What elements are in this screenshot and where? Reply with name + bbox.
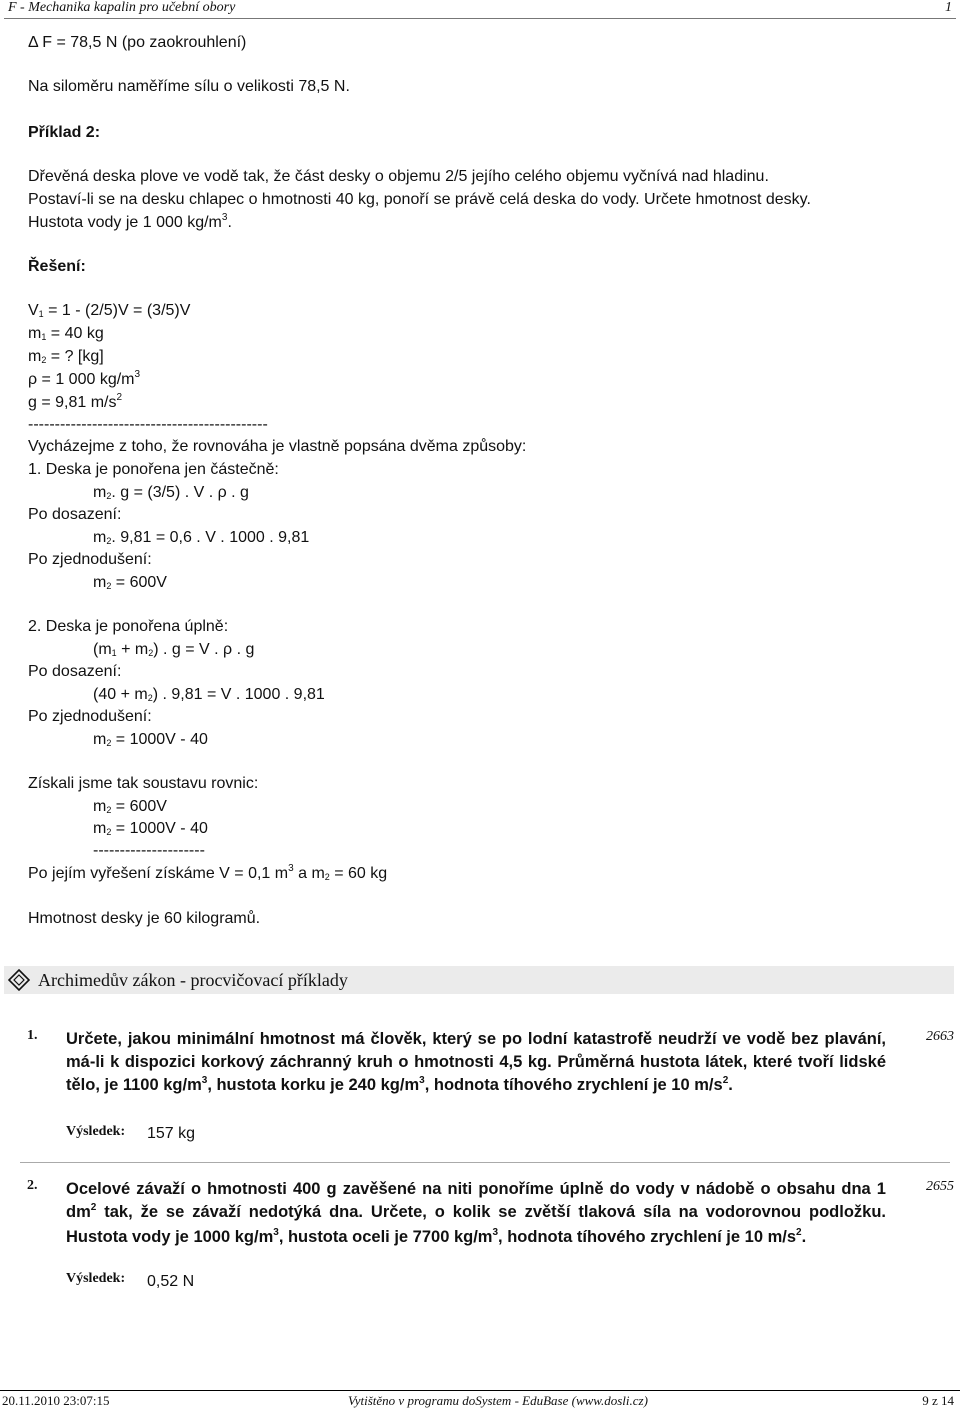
case-1-heading: 1. Deska je ponořena jen částečně: [28,461,279,478]
superscript: 3 [221,212,228,223]
example-heading: Příklad 2: [28,124,101,141]
superscript: 2 [796,1227,802,1238]
print-datetime: 20.11.2010 23:07:15 [2,1393,110,1408]
subscript: 1 [41,332,47,342]
text: g = 9,81 m/s [28,394,117,411]
subscript: 2 [324,872,330,882]
task-2-result-label: Výsledek: [66,1271,126,1286]
subscript: 2 [106,581,112,591]
subscript: 2 [148,648,154,658]
page-marker: 1 [945,0,952,15]
final-solution [28,864,387,886]
case-2-heading: 2. Deska je ponořena úplně: [28,618,229,635]
case-2-simplification-label: Po zjednodušení: [28,708,152,725]
system-intro: Získali jsme tak soustavu rovnic: [28,775,259,792]
symbol: m [28,325,42,342]
conclusion: Hmotnost desky je 60 kilogramů. [28,910,261,927]
case-2-substitution-label: Po dosazení: [28,663,122,680]
text: ) . 9,81 = V . 1000 . 9,81 [152,686,325,703]
task-1-text [66,1028,886,1099]
subscript: 2 [147,693,153,703]
superscript: 3 [288,863,294,874]
case-2-equation [93,640,254,661]
example-text-line-2: Postaví-li se na desku chlapec o hmotnosti 40 kg, ponoří se právě celá deska do vody. Určete hmotnost desky. [28,191,811,208]
text: Ocelové závaží o hmotnosti 400 g zavěšené na niti ponoříme úplně do vody v nádobě o obsahu dna 1 dm [66,1180,886,1221]
case-1-substitution-label: Po dosazení: [28,506,122,523]
symbol: m [28,348,42,365]
exercise-section-title: Archimedův zákon - procvičovací příklady [38,970,348,990]
page-number: 9 z 14 [922,1393,954,1408]
text: (40 + m [93,686,148,703]
task-2-number: 2. [27,1178,38,1193]
diamond-icon [8,969,30,991]
subscript: 1 [38,309,44,319]
task-1-number: 1. [27,1028,38,1043]
delta-f-line: Δ F = 78,5 N (po zaokrouhlení) [28,34,247,51]
case-2-substitution [93,685,325,706]
text: . [801,1228,807,1246]
text: , hodnota tíhového zrychlení je 10 m/s [498,1228,797,1246]
text: . g = (3/5) . V . ρ . g [111,484,249,501]
task-2-id: 2655 [926,1179,954,1194]
text: , hustota oceli je 7700 kg/m [278,1228,493,1246]
subscript: 2 [41,355,47,365]
superscript: 3 [201,1075,208,1086]
text: = 60 kg [329,865,388,882]
task-1-result-label: Výsledek: [66,1124,126,1139]
example-text-line-1: Dřevěná deska plove ve vodě tak, že část desky o objemu 2/5 jejího celého objemu vyčnívá nad hladinu. [28,168,769,185]
text: m [93,798,107,815]
superscript: 3 [492,1227,499,1238]
document-title: F - Mechanika kapalin pro učební obory [8,0,236,15]
exercise-section-bar [4,966,954,994]
given-m1 [28,324,104,345]
example-text-line-3 [28,213,232,235]
task-1-id: 2663 [926,1029,954,1044]
system-divider: --------------------- [93,842,205,859]
subscript: 2 [106,536,112,546]
text: m [93,484,107,501]
printed-by: Vytištěno v programu doSystem - EduBase (www.dosli.cz) [348,1393,648,1408]
text: = 1000V - 40 [111,731,208,748]
text: . 9,81 = 0,6 . V . 1000 . 9,81 [111,529,310,546]
measurement-line: Na siloměru naměříme sílu o velikosti 78,5 N. [28,78,350,95]
system-equation-2 [93,819,208,840]
subscript: 2 [106,827,112,837]
text: Po jejím vyřešení získáme V = 0,1 m [28,865,289,882]
superscript: 2 [90,1202,97,1213]
superscript: 3 [273,1227,279,1238]
page-footer [0,1390,960,1410]
text: = ? [kg] [46,348,104,365]
divider-line: --------------------------------------------- [28,416,268,433]
text: (m [93,641,112,658]
text: , hodnota tíhového zrychlení je 10 m/s [424,1076,723,1094]
page-header [4,0,956,19]
task-2-text [66,1178,886,1251]
subscript: 2 [106,491,112,501]
text: = 1000V - 40 [111,820,208,837]
superscript: 3 [419,1075,425,1086]
text: m [93,820,107,837]
text: ) . g = V . ρ . g [153,641,255,658]
text: a m [293,865,325,882]
subscript: 2 [106,805,112,815]
text: . [227,214,232,231]
text: = 600V [111,574,167,591]
text: tak, že se závaží nedotýká dna. Určete, o kolik se zvětší tlaková síla na vodorovnou podložku. Hustota vody je 1000 kg/m [66,1203,886,1246]
text: = 40 kg [46,325,104,342]
task-separator [20,1162,950,1163]
text: . [728,1076,733,1094]
solution-intro: Vycházejme z toho, že rovnováha je vlastně popsána dvěma způsoby: [28,438,527,455]
superscript: 3 [134,369,141,380]
given-v1 [28,301,190,322]
task-2-result: 0,52 N [147,1273,195,1290]
text: m [93,574,107,591]
text: , hustota korku je 240 kg/m [207,1076,420,1094]
text: Hustota vody je 1 000 kg/m [28,214,222,231]
text: m [93,731,107,748]
case-2-result [93,730,208,751]
case-1-substitution [93,528,309,549]
solution-heading: Řešení: [28,258,86,275]
case-1-simplification-label: Po zjednodušení: [28,551,152,568]
given-gravity [28,393,122,415]
text: + m [116,641,149,658]
text: = 1 - (2/5)V = (3/5)V [43,302,191,319]
text: ρ = 1 000 kg/m [28,371,135,388]
system-equation-1 [93,797,167,818]
case-1-result [93,573,167,594]
subscript: 2 [106,738,112,748]
symbol: V [28,302,39,319]
given-density [28,370,140,392]
text: Určete, jakou minimální hmotnost má člověk, který se po lodní katastrofě neudrží ve vodě bez plavání, má-li k dispozici korkový záchranný kruh o hmotnosti 4,5 kg. Průměrná hustota látek, které tvoří lidské tělo, je 1100 kg/m [66,1030,886,1094]
subscript: 1 [111,648,117,658]
text: = 600V [111,798,167,815]
superscript: 2 [722,1075,729,1086]
given-m2 [28,347,104,368]
task-1-result: 157 kg [147,1125,196,1142]
superscript: 2 [116,392,123,403]
case-1-equation [93,483,249,504]
text: m [93,529,107,546]
